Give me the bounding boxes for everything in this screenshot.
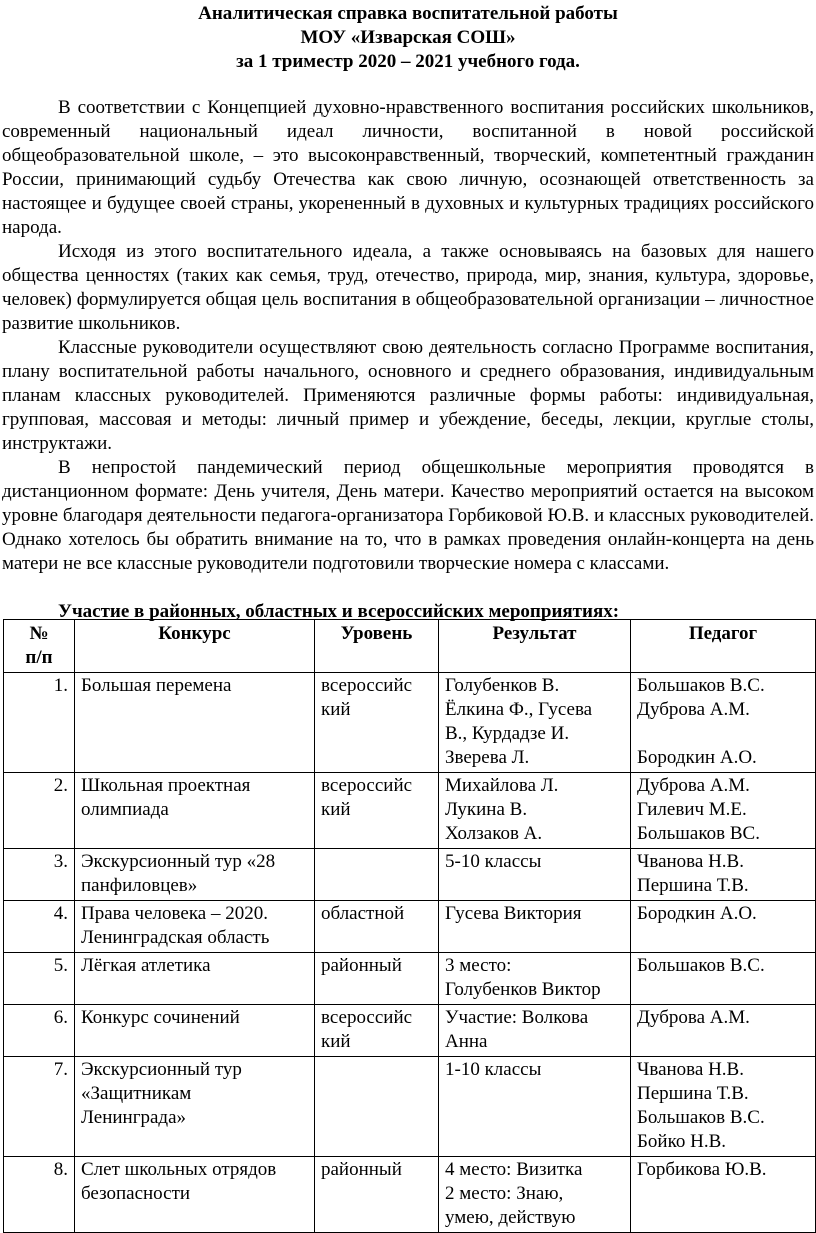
cell-level-line: районный (321, 955, 402, 976)
cell-result-line: В., Курдадзе И. (445, 723, 570, 744)
cell-result (439, 1005, 631, 1057)
cell-result-line: Лукина В. (445, 799, 528, 820)
cell-result (439, 673, 631, 773)
cell-contest-line: Ленинграда» (81, 1107, 187, 1128)
cell-level-line: всероссийс (321, 775, 413, 796)
cell-num: 7. (4, 1057, 75, 1157)
table-row (4, 1005, 816, 1057)
cell-level (315, 953, 439, 1005)
header-teacher: Педагог (631, 620, 816, 673)
cell-num: 2. (4, 773, 75, 849)
cell-contest (75, 1057, 315, 1157)
cell-contest-line: Большая перемена (81, 675, 232, 696)
cell-result-line: 3 место: (445, 955, 512, 976)
cell-level (315, 849, 439, 901)
table-row (4, 901, 816, 953)
cell-contest-line: панфиловцев» (81, 875, 198, 896)
document-body (2, 96, 814, 576)
heading-line-3: за 1 триместр 2020 – 2021 учебного года. (236, 51, 580, 72)
cell-contest-line: олимпиада (81, 799, 169, 820)
cell-contest-line: «Защитникам (81, 1083, 192, 1104)
cell-teacher-line: Бородкин А.О. (637, 747, 757, 768)
cell-teacher-line: Дуброва А.М. (637, 775, 750, 796)
cell-result-line: Участие: Волкова (445, 1007, 589, 1028)
cell-num: 4. (4, 901, 75, 953)
cell-result-line: Голубенков В. (445, 675, 560, 696)
cell-contest (75, 773, 315, 849)
cell-contest-line: безопасности (81, 1183, 191, 1204)
cell-contest-line: Ленинградская область (81, 927, 270, 948)
cell-result-line: 1-10 классы (445, 1059, 542, 1080)
cell-result-line: 5-10 классы (445, 851, 542, 872)
table-row (4, 1157, 816, 1233)
cell-contest (75, 1157, 315, 1233)
table-row (4, 1057, 816, 1157)
cell-level (315, 1157, 439, 1233)
cell-level (315, 901, 439, 953)
paragraph-1: В соответствии с Концепцией духовно-нравственного воспитания российских школьников, современный национальный идеал личности, воспитанной в новой российской общеобразовательной школе, – это высоконравственный, творческий, компетентный гражданин России, принимающий судьбу Отечества как свою личную, осознающей ответственность за настоящее и будущее своей страны, укорененный в духовных и культурных традициях российского народа. (2, 97, 814, 238)
paragraph-2: Исходя из этого воспитательного идеала, а также основываясь на базовых для нашего общества ценностях (таких как семья, труд, отечество, природа, мир, знания, культура, здоровье, человек) формулируется общая цель воспитания в общеобразовательной организации – личностное развитие школьников. (2, 241, 814, 334)
cell-num: 1. (4, 673, 75, 773)
cell-level (315, 673, 439, 773)
header-level: Уровень (315, 620, 439, 673)
cell-teacher (631, 1005, 816, 1057)
cell-teacher (631, 673, 816, 773)
header-num-line2: п/п (25, 647, 53, 668)
header-num (4, 620, 75, 673)
cell-teacher (631, 1157, 816, 1233)
cell-contest-line: Конкурс сочинений (81, 1007, 240, 1028)
table-row (4, 773, 816, 849)
table-body (4, 673, 816, 1233)
cell-level-line: кий (321, 699, 351, 720)
cell-level (315, 1005, 439, 1057)
cell-level-line: всероссийс (321, 675, 413, 696)
cell-teacher (631, 953, 816, 1005)
events-table (3, 619, 816, 1233)
cell-teacher-line (637, 722, 809, 746)
cell-result-line: Ёлкина Ф., Гусева (445, 699, 593, 720)
table-row (4, 849, 816, 901)
cell-contest (75, 1005, 315, 1057)
cell-result (439, 901, 631, 953)
cell-result-line: Михайлова Л. (445, 775, 559, 796)
cell-result-line: 4 место: Визитка (445, 1159, 583, 1180)
cell-teacher-line: Чванова Н.В. (637, 1059, 744, 1080)
cell-contest (75, 849, 315, 901)
cell-result-line: умею, действую (445, 1207, 576, 1228)
cell-teacher-line: Большаков В.С. (637, 675, 765, 696)
cell-num: 6. (4, 1005, 75, 1057)
cell-contest (75, 901, 315, 953)
cell-level (315, 1057, 439, 1157)
cell-result-line: Голубенков Виктор (445, 979, 601, 1000)
cell-level (315, 773, 439, 849)
cell-level-line: кий (321, 799, 351, 820)
cell-teacher-line: Гилевич М.Е. (637, 799, 747, 820)
table-row (4, 673, 816, 773)
cell-teacher-line: Чванова Н.В. (637, 851, 744, 872)
cell-contest-line: Права человека – 2020. (81, 903, 268, 924)
cell-num: 3. (4, 849, 75, 901)
table-row (4, 953, 816, 1005)
cell-contest-line: Слет школьных отрядов (81, 1159, 277, 1180)
cell-result (439, 773, 631, 849)
cell-result-line: Холзаков А. (445, 823, 543, 844)
cell-contest (75, 953, 315, 1005)
heading-line-2: МОУ «Изварская СОШ» (300, 27, 516, 48)
cell-teacher-line: Дуброва А.М. (637, 1007, 750, 1028)
cell-level-line: областной (321, 903, 405, 924)
cell-teacher-line: Бойко Н.В. (637, 1131, 726, 1152)
cell-teacher-line: Першина Т.В. (637, 875, 749, 896)
document-heading (0, 2, 816, 74)
cell-teacher-line: Бородкин А.О. (637, 903, 757, 924)
cell-result (439, 953, 631, 1005)
cell-teacher-line: Большаков В.С. (637, 955, 765, 976)
header-result: Результат (439, 620, 631, 673)
heading-line-1: Аналитическая справка воспитательной работы (198, 3, 618, 24)
paragraph-4: В непростой пандемический период общешкольные мероприятия проводятся в дистанционном формате: День учителя, День матери. Качество мероприятий остается на высоком уровне благодаря деятельности педагога-организатора Горбиковой Ю.В. и классных руководителей. Однако хотелось бы обратить внимание на то, что в рамках проведения онлайн-концерта на день матери не все классные руководители подготовили творческие номера с классами. (2, 457, 814, 574)
cell-result (439, 1157, 631, 1233)
cell-level-line: всероссийс (321, 1007, 413, 1028)
cell-contest-line: Экскурсионный тур (81, 1059, 242, 1080)
header-contest: Конкурс (75, 620, 315, 673)
cell-teacher (631, 1057, 816, 1157)
table-title: Участие в районных, областных и всероссийских мероприятиях: (58, 601, 620, 622)
cell-teacher (631, 901, 816, 953)
cell-teacher-line: Дуброва А.М. (637, 699, 750, 720)
cell-level-line: районный (321, 1159, 402, 1180)
cell-result-line: Анна (445, 1031, 488, 1052)
cell-result-line: 2 место: Знаю, (445, 1183, 564, 1204)
cell-contest-line: Лёгкая атлетика (81, 955, 211, 976)
cell-num: 8. (4, 1157, 75, 1233)
cell-contest-line: Школьная проектная (81, 775, 251, 796)
cell-result-line: Зверева Л. (445, 747, 530, 768)
cell-result-line: Гусева Виктория (445, 903, 582, 924)
cell-teacher-line: Першина Т.В. (637, 1083, 749, 1104)
table-header-row (4, 620, 816, 673)
cell-teacher-line: Большаков В.С. (637, 1107, 765, 1128)
cell-level-line: кий (321, 1031, 351, 1052)
cell-teacher-line: Большаков ВС. (637, 823, 760, 844)
header-num-line1: № (29, 623, 49, 644)
cell-teacher (631, 773, 816, 849)
cell-contest (75, 673, 315, 773)
cell-teacher-line: Горбикова Ю.В. (637, 1159, 767, 1180)
cell-result (439, 1057, 631, 1157)
paragraph-3: Классные руководители осуществляют свою деятельность согласно Программе воспитания, плану воспитательной работы начального, основного и среднего образования, индивидуальным планам классных руководителей. Применяются различные формы работы: индивидуальная, групповая, массовая и методы: личный пример и убеждение, беседы, лекции, круглые столы, инструктажи. (2, 337, 814, 454)
cell-contest-line: Экскурсионный тур «28 (81, 851, 276, 872)
cell-result (439, 849, 631, 901)
cell-teacher (631, 849, 816, 901)
cell-num: 5. (4, 953, 75, 1005)
